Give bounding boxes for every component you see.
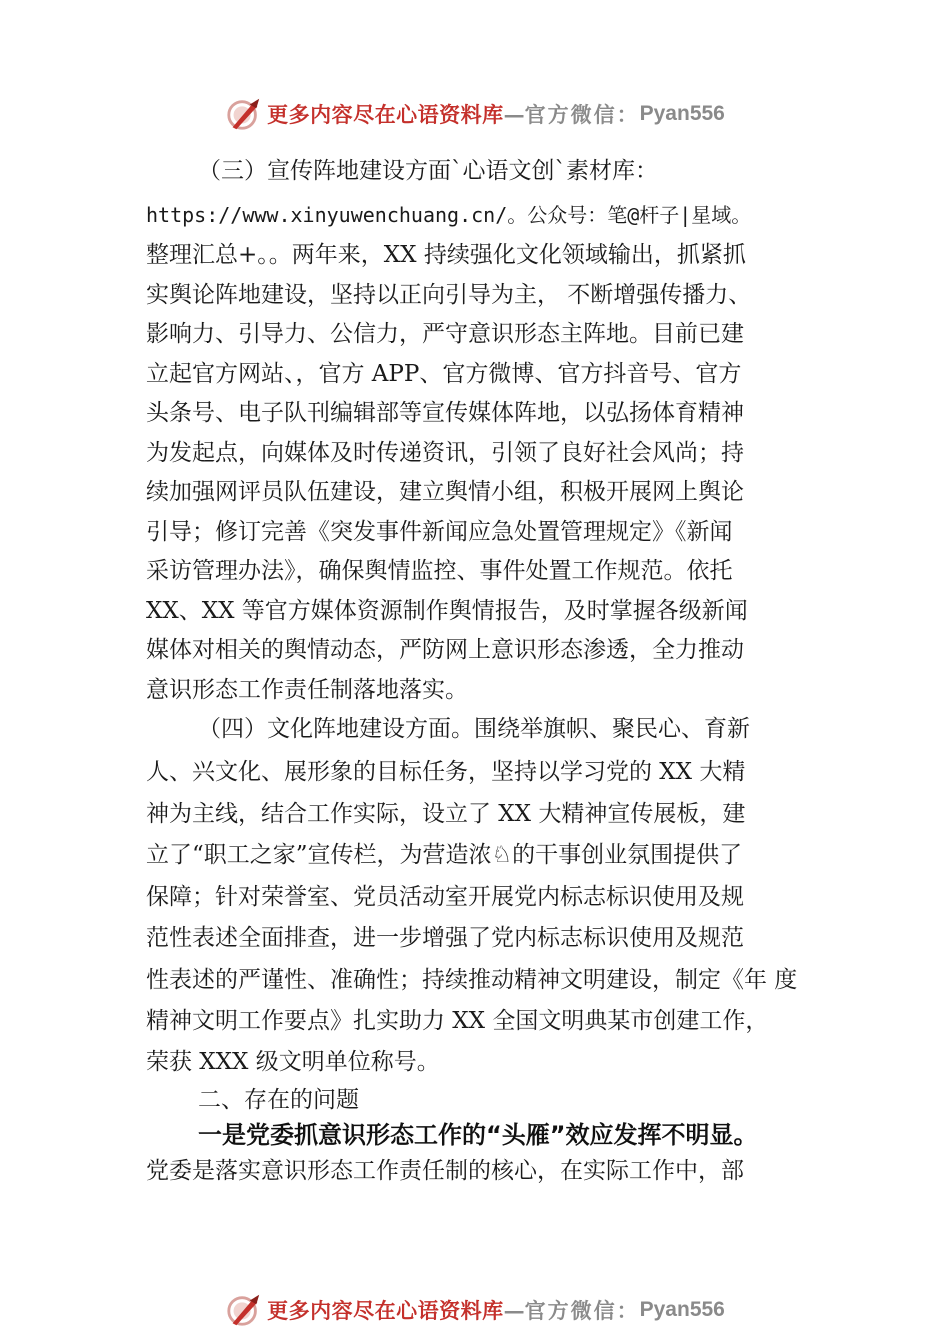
section-heading: 二、存在的问题	[198, 1087, 359, 1113]
text-line: 人、兴文化、展形象的目标任务，坚持以学习党的 XX 大精	[146, 759, 746, 785]
brand-text: 更多内容尽在心语资料库	[267, 102, 504, 127]
bold-subheading: 一是党委抓意识形态工作的“头雁”效应发挥不明显。	[198, 1121, 758, 1149]
text-line: 媒体对相关的舆情动态，严防网上意识形态渗透，全力推动	[146, 637, 744, 663]
text-line: 引导；修订完善《突发事件新闻应急处置管理规定》《新闻	[146, 519, 733, 545]
text-line: 为发起点，向媒体及时传递资讯，引领了良好社会风尚；持	[146, 440, 744, 466]
text-line: （四）文化阵地建设方面。围绕举旗帜、聚民心、育新	[198, 716, 750, 742]
banner-separator: —	[503, 101, 525, 127]
wechat-label: 官方微信：	[524, 1298, 640, 1323]
text-line: （三）宣传阵地建设方面`心语文创`素材库：	[198, 158, 658, 184]
text-line: 神为主线，结合工作实际，设立了 XX 大精神宣传展板，建	[146, 801, 746, 827]
text-line: 影响力、引导力、公信力，严守意识形态主阵地。目前已建	[146, 321, 744, 347]
text-line: 头条号、电子队刊编辑部等宣传媒体阵地，以弘扬体育精神	[146, 400, 744, 426]
text-line: 党委是落实意识形态工作责任制的核心，在实际工作中，部	[146, 1158, 744, 1184]
text-line: XX、XX 等官方媒体资源制作舆情报告，及时掌握各级新闻	[146, 598, 748, 624]
brand-text: 更多内容尽在心语资料库	[267, 1298, 504, 1323]
wechat-label: 官方微信：	[524, 102, 640, 127]
text-line: 保障；针对荣誉室、党员活动室开展党内标志标识使用及规	[146, 884, 744, 910]
header-banner	[0, 92, 950, 136]
banner-separator: —	[503, 1297, 525, 1323]
text-line: https://www.xinyuwenchuang.cn/。公众号：笔@杆子|星域。	[146, 203, 752, 227]
text-line: 立起官方网站、，官方 APP、官方微博、官方抖音号、官方	[146, 361, 742, 387]
quill-pen-circle-icon	[225, 95, 263, 133]
text-line: 精神文明工作要点》扎实助力 XX 全国文明典某市创建工作，	[146, 1008, 769, 1034]
text-line: 实舆论阵地建设，坚持以正向引导为主， 不断增强传播力、	[146, 282, 752, 308]
text-line: 意识形态工作责任制落地落实。	[146, 677, 468, 703]
quill-pen-circle-icon	[225, 1291, 263, 1329]
text-line: 整理汇总+。。两年来，XX 持续强化文化领域输出，抓紧抓	[146, 242, 746, 268]
text-line: 范性表述全面排查，进一步增强了党内标志标识使用及规范	[146, 925, 744, 951]
text-line: 荣获 XXX 级文明单位称号。	[146, 1049, 440, 1075]
text-line: 续加强网评员队伍建设，建立舆情小组，积极开展网上舆论	[146, 479, 744, 505]
text-line: 性表述的严谨性、准确性；持续推动精神文明建设，制定《年 度	[146, 967, 798, 993]
text-line: 立了“职工之家”宣传栏，为营造浓♘的干事创业氛围提供了	[146, 842, 743, 868]
footer-banner	[0, 1288, 950, 1332]
wechat-id: Pyan556	[639, 1298, 725, 1321]
text-line: 采访管理办法》，确保舆情监控、事件处置工作规范。依托	[146, 558, 733, 584]
wechat-id: Pyan556	[639, 102, 725, 125]
